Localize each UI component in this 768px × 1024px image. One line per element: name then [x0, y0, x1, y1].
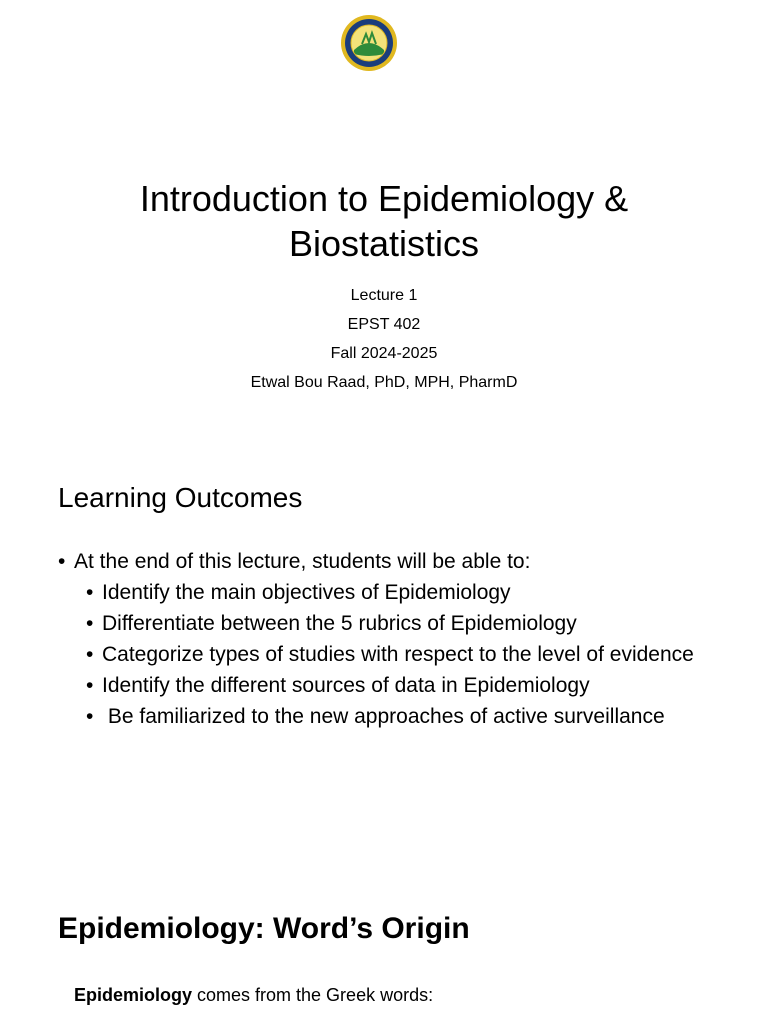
word-origin-heading: Epidemiology: Word’s Origin [58, 912, 470, 945]
title-line-2: Biostatistics [288, 223, 480, 264]
list-item: • Identify the different sources of data in Epidemiology [58, 672, 738, 699]
term: Fall 2024-2025 [330, 345, 438, 362]
subtitle-block [0, 281, 768, 397]
term-description: comes from the Greek words: [192, 985, 434, 1005]
list-item: • Identify the main objectives of Epidemiology [58, 579, 738, 606]
list-item: • Be familiarized to the new approaches of active surveillance [58, 703, 738, 730]
outcomes-intro: • At the end of this lecture, students will be able to: [58, 548, 738, 575]
learning-outcomes-heading: Learning Outcomes [58, 482, 303, 513]
word-origin-text [74, 982, 433, 1008]
instructor-name: Etwal Bou Raad, PhD, MPH, PharmD [250, 374, 518, 391]
outcomes-list [58, 548, 738, 734]
lecture-number: Lecture 1 [350, 287, 418, 304]
presentation-title [40, 176, 728, 266]
list-item: • Differentiate between the 5 rubrics of Epidemiology [58, 610, 738, 637]
title-slide [0, 0, 768, 436]
title-line-1: Introduction to Epidemiology & [139, 178, 629, 219]
term-bold: Epidemiology [74, 985, 193, 1005]
course-code: EPST 402 [347, 316, 421, 333]
list-item: • Categorize types of studies with respect to the level of evidence [58, 641, 738, 668]
university-seal-icon [340, 14, 398, 72]
